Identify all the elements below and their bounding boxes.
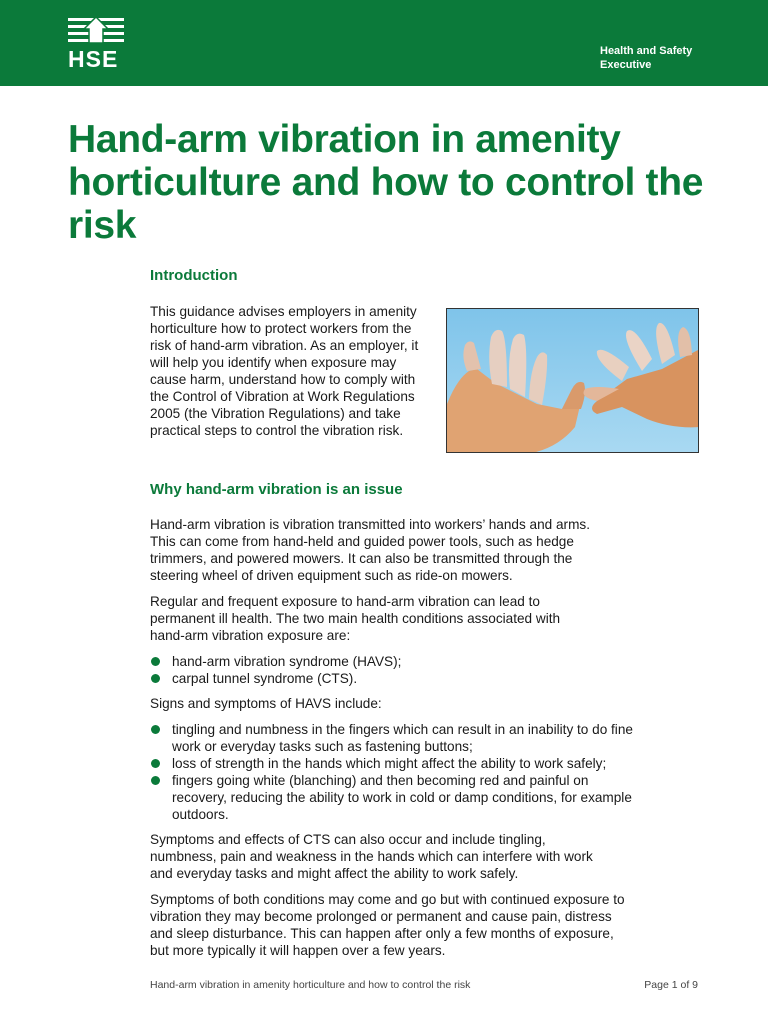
list-item: hand-arm vibration syndrome (HAVS);	[150, 653, 630, 670]
introduction-heading: Introduction	[150, 267, 238, 284]
hands-photo	[446, 308, 699, 453]
introduction-text: This guidance advises employers in amenity horticulture how to protect workers from the risk of hand-arm vibration. As an employer, it will help you identify when exposure may cause harm, understand how to comply with the Control of Vibration at Work Regulations 2005 (the Vibration Regulations) and take practical steps to control the vibration risk.	[150, 304, 419, 438]
list-item: loss of strength in the hands which might affect the ability to work safely;	[150, 755, 640, 772]
list-item: fingers going white (blanching) and then becoming red and painful on recovery, reducing the ability to work in cold or damp conditions, for example outdoors.	[150, 772, 640, 823]
why-para-1: Hand-arm vibration is vibration transmitted into workers’ hands and arms. This can come from hand-held and guided power tools, such as hedge trimmers, and powered mowers. It can also be transmitted through the steering wheel of driven equipment such as ride-on mowers.	[150, 517, 590, 583]
why-para-2: Regular and frequent exposure to hand-arm vibration can lead to permanent ill health. The two main health conditions associated with hand-arm vibration exposure are:	[150, 594, 561, 643]
bullet-icon	[151, 674, 160, 683]
why-para-3: Symptoms and effects of CTS can also occur and include tingling, numbness, pain and weakness in the hands which can interfere with work and everyday tasks and might affect the ability to work safely.	[150, 832, 593, 881]
bullet-icon	[151, 657, 160, 666]
conditions-list	[150, 653, 630, 687]
logo-text: HSE	[68, 46, 119, 72]
header-band	[0, 0, 768, 86]
footer-page-number: Page 1 of 9	[644, 979, 698, 991]
list-item: tingling and numbness in the fingers which can result in an inability to do fine work or everyday tasks such as fastening buttons;	[150, 721, 640, 755]
bullet-icon	[151, 776, 160, 785]
bullet-icon	[151, 725, 160, 734]
page-title: Hand-arm vibration in amenity horticulture and how to control the risk	[68, 118, 704, 247]
org-name: Health and Safety Executive	[600, 45, 693, 71]
hands-blanching-image	[447, 309, 699, 453]
list-item: carpal tunnel syndrome (CTS).	[150, 670, 630, 687]
why-para-4: Symptoms of both conditions may come and go but with continued exposure to vibration they may become prolonged or permanent and cause pain, distress and sleep disturbance. This can happen after only a few months of exposure, but more typically it will happen over a few years.	[150, 892, 625, 958]
footer-doc-title: Hand-arm vibration in amenity horticulture and how to control the risk	[150, 979, 471, 991]
why-heading: Why hand-arm vibration is an issue	[150, 481, 403, 498]
bullet-icon	[151, 759, 160, 768]
symptoms-list	[150, 721, 640, 823]
symptoms-intro: Signs and symptoms of HAVS include:	[150, 696, 382, 711]
